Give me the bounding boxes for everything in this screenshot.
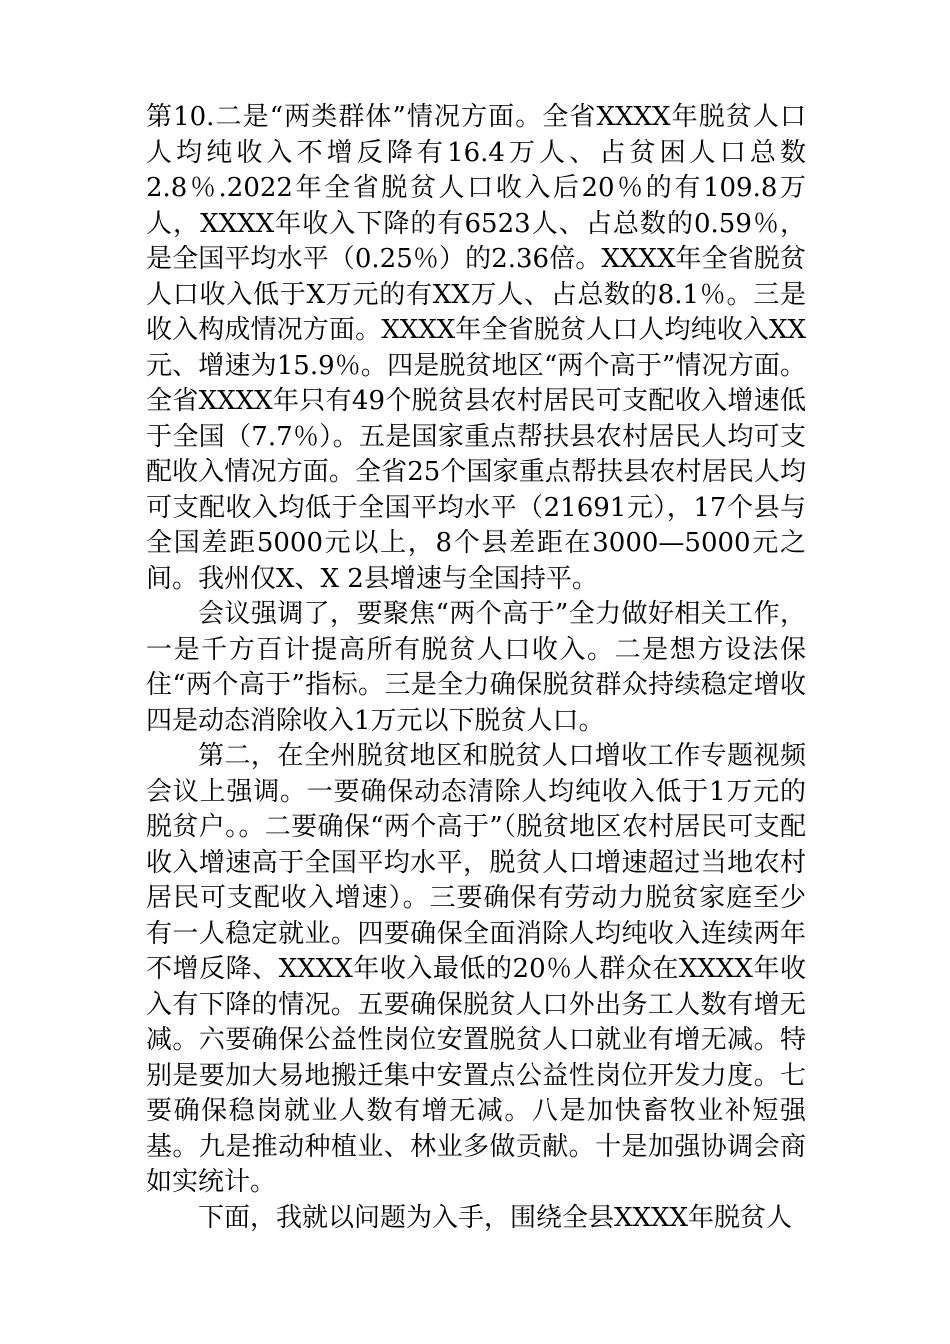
paragraph-3: 第二，在全州脱贫地区和脱贫人口增收工作专题视频会议上强调。一要确保动态清除人均纯收入低于1万元的脱贫户。。二要确保“两个高于”（脱贫地区农村居民可支配收入增速高于全国平均水平，脱贫人口增速超过当地农村居民可支配收入增速）。三要确保有劳动力脱贫家庭至少有一人稳定就业。四要确保全面消除人均纯收入连续两年不增反降、XXXX年收入最低的20％人群众在XXXX年收入有下降的情况。五要确保脱贫人口外出务工人数有增无减。六要确保公益性岗位安置脱贫人口就业有增无减。特别是要加大易地搬迁集中安置点公益性岗位开发力度。七要确保稳岗就业人数有增无减。八是加快畜牧业补短强基。九是推动种植业、林业多做贡献。十是加强协调会商如实统计。 — [146, 741, 806, 1197]
paragraph-1: 第10.二是“两类群体”情况方面。全省XXXX年脱贫人口人均纯收入不增反降有16.4万人、占贫困人口总数2.8％.2022年全省脱贫人口收入后20％的有109.8万人，XXXX年收入下降的有6523人、占总数的0.59％，是全国平均水平（0.25％）的2.36倍。XXXX年全省脱贫人口收入低于X万元的有XX万人、占总数的8.1％。三是收入构成情况方面。XXXX年全省脱贫人口人均纯收入XX元、增速为15.9％。四是脱贫地区“两个高于”情况方面。全省XXXX年只有49个脱贫县农村居民可支配收入增速低于全国（7.7％）。五是国家重点帮扶县农村居民人均可支配收入情况方面。全省25个国家重点帮扶县农村居民人均可支配收入均低于全国平均水平（21691元），17个县与全国差距5000元以上，8个县差距在3000—5000元之间。我州仅X、X 2县增速与全国持平。 — [146, 102, 806, 594]
document-body — [146, 100, 806, 1236]
paragraph-2: 会议强调了，要聚焦“两个高于”全力做好相关工作，一是千方百计提高所有脱贫人口收入。二是想方设法保住“两个高于”指标。三是全力确保脱贫群众持续稳定增收四是动态消除收入1万元以下脱贫人口。 — [146, 599, 806, 736]
paragraph-4: 下面，我就以问题为入手，围绕全县XXXX年脱贫人 — [198, 1202, 793, 1233]
